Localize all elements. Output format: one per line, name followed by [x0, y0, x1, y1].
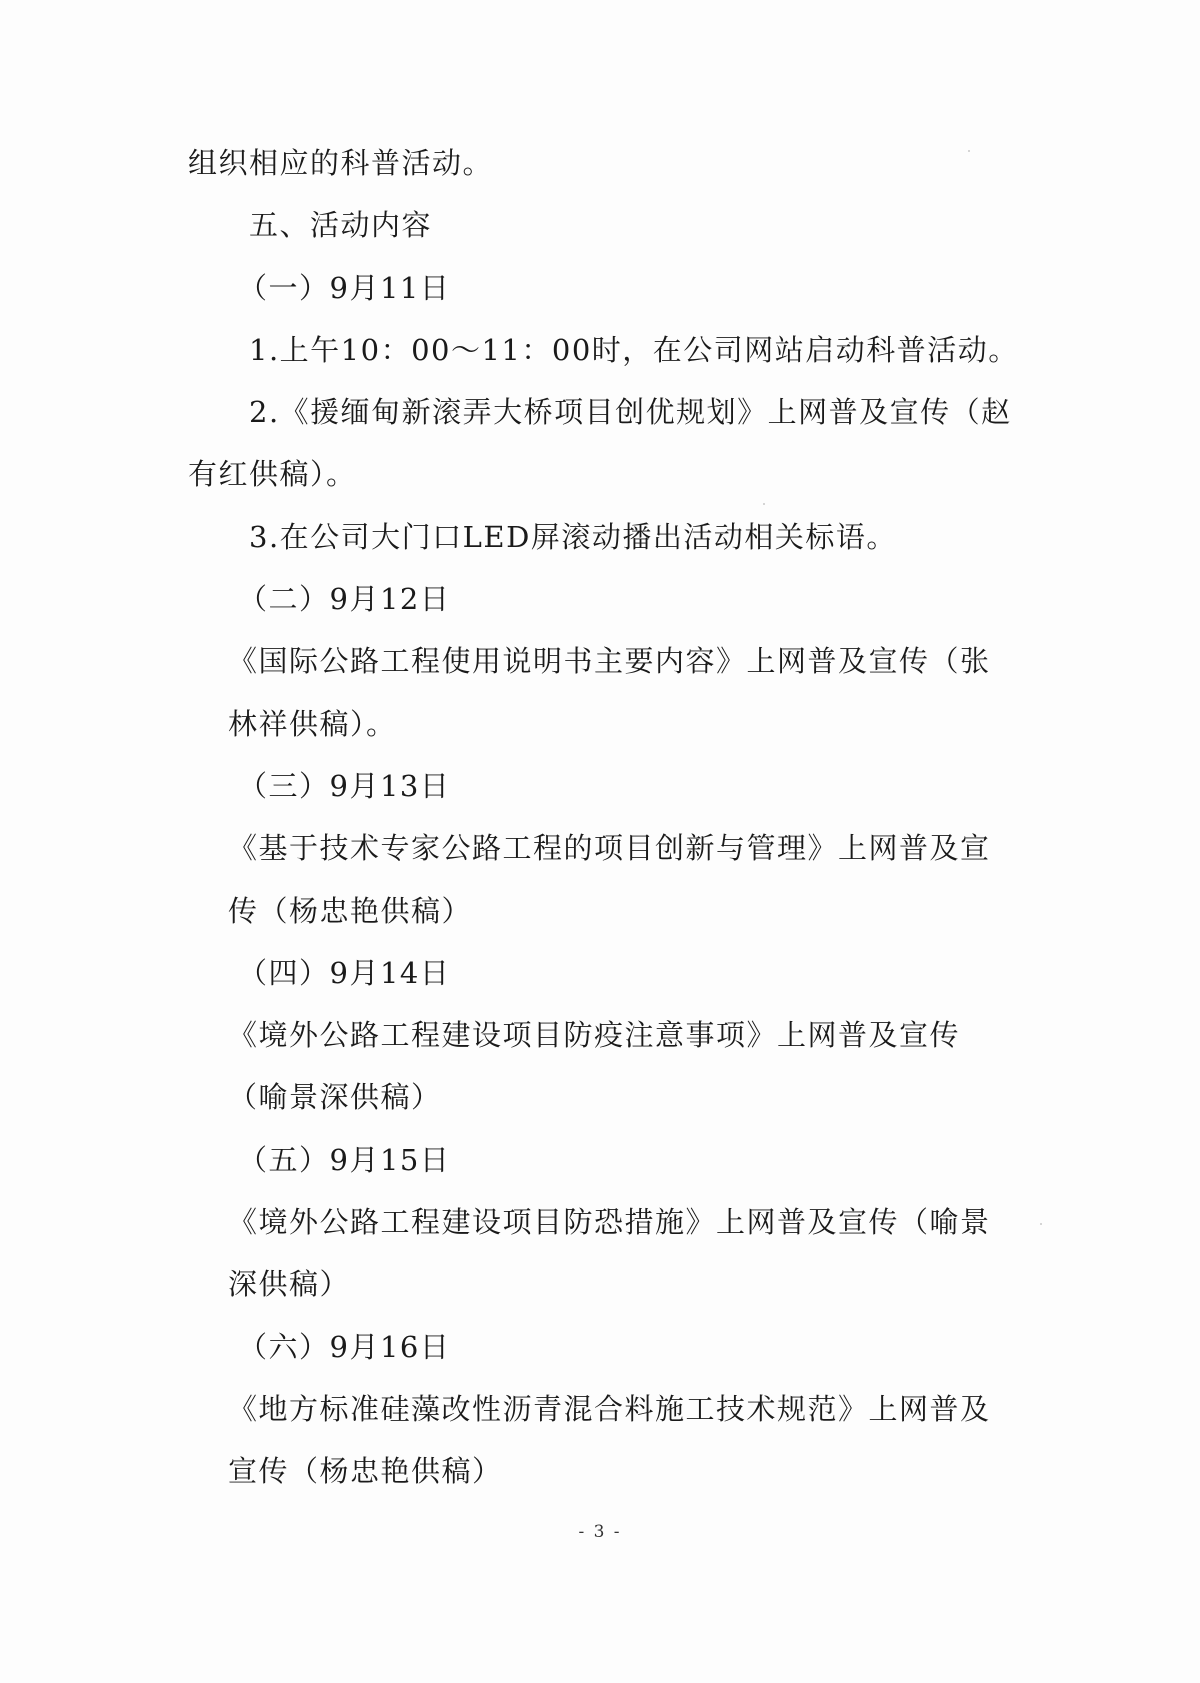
activity-item-continuation: 林祥供稿）。 — [228, 706, 397, 741]
scan-speck — [763, 503, 765, 505]
date-heading: （五）9月15日 — [238, 1142, 451, 1177]
activity-item-continuation: （喻景深供稿） — [228, 1080, 442, 1115]
paragraph-continuation: 组织相应的科普活动。 — [188, 146, 494, 180]
list-item: 2.《援缅甸新滚弄大桥项目创优规划》上网普及宣传（赵 — [249, 395, 1012, 430]
document-body — [0, 132, 1200, 1503]
scan-speck — [1040, 1223, 1042, 1225]
list-item: 1.上午10：00～11：00时，在公司网站启动科普活动。 — [249, 332, 1019, 367]
scan-speck — [968, 150, 970, 152]
list-item: 3.在公司大门口LED屏滚动播出活动相关标语。 — [249, 519, 897, 554]
page-number: - 3 - — [578, 1522, 622, 1542]
activity-item: 《地方标准硅藻改性沥青混合料施工技术规范》上网普及 — [228, 1391, 991, 1426]
activity-item-continuation: 宣传（杨忠艳供稿） — [228, 1454, 503, 1489]
activity-item-continuation: 深供稿） — [228, 1267, 351, 1302]
activity-item: 《境外公路工程建设项目防疫注意事项》上网普及宣传 — [228, 1018, 961, 1053]
date-heading: （六）9月16日 — [238, 1329, 451, 1364]
activity-item: 《国际公路工程使用说明书主要内容》上网普及宣传（张 — [228, 644, 991, 679]
section-heading: 五、活动内容 — [249, 208, 433, 243]
activity-item: 《基于技术专家公路工程的项目创新与管理》上网普及宣 — [228, 831, 991, 866]
date-heading: （三）9月13日 — [238, 768, 451, 803]
date-heading: （四）9月14日 — [238, 955, 451, 990]
activity-item-continuation: 传（杨忠艳供稿） — [228, 893, 473, 928]
date-heading: （一）9月11日 — [238, 270, 451, 305]
list-item-continuation: 有红供稿）。 — [188, 457, 357, 492]
date-heading: （二）9月12日 — [238, 582, 451, 617]
activity-item: 《境外公路工程建设项目防恐措施》上网普及宣传（喻景 — [228, 1205, 991, 1240]
